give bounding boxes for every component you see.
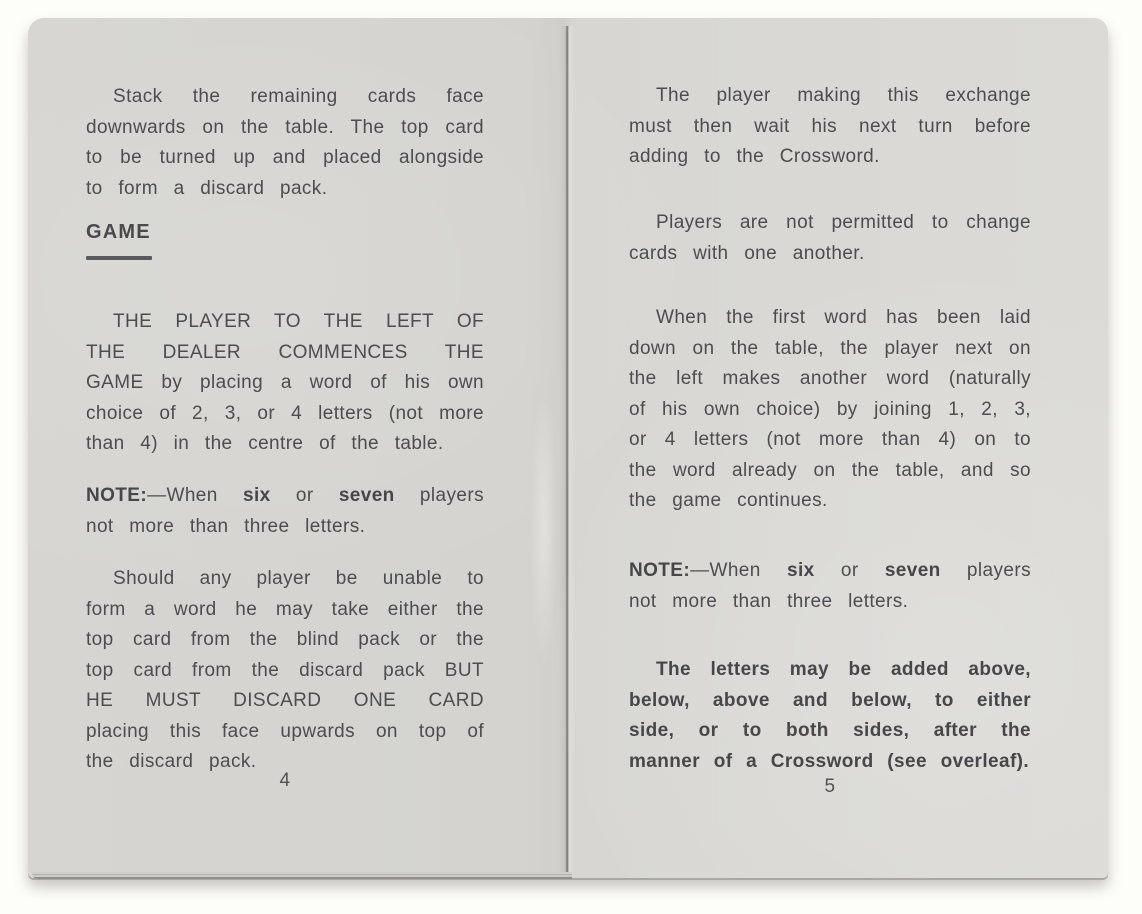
note-emphasis-six: six	[787, 560, 815, 581]
note-text: or	[814, 560, 885, 581]
booklet-scan	[28, 18, 1108, 878]
note-label: NOTE:	[629, 560, 691, 581]
note-text: players not more than three letters.	[86, 485, 484, 537]
note-emphasis-seven: seven	[884, 560, 941, 581]
paragraph-first-word-laid: When the first word has been laid down on the table, the player next on the left makes another word (naturally of his own choice) by joining 1, 2, 3, or 4 letters (not more than 4) on to the word already on the table, and so the game continues.	[629, 307, 1031, 511]
paragraph-exchange-wait: The player making this exchange must then wait his next turn before adding to the Crossword.	[629, 85, 1031, 167]
heading-underline	[86, 256, 152, 260]
paragraph-letters-added: The letters may be added above, below, above and below, to either side, or to both sides, after the manner of a Crossword (see overleaf).	[629, 659, 1031, 772]
section-heading-game: GAME	[86, 221, 151, 243]
page-number-5: 5	[824, 776, 836, 797]
paper-crease	[524, 318, 564, 738]
paragraph-stack-cards: Stack the remaining cards face downwards on the table. The top card to be turned up and placed alongside to form a discard pack.	[86, 86, 484, 199]
paragraph-not-permitted: Players are not permitted to change cards with one another.	[629, 212, 1031, 264]
note-text: or	[270, 485, 339, 506]
note-text: —When	[690, 560, 787, 581]
paragraph-unable-to-form: Should any player be unable to form a word he may take either the top card from the blind pack or the top card from the discard pack BUT HE MUST DISCARD ONE CARD placing this face upwards on top of the discard pack.	[86, 568, 484, 772]
note-emphasis-seven: seven	[338, 485, 395, 506]
note-text: players not more than three letters.	[629, 560, 1031, 612]
page-left	[86, 18, 484, 878]
note-paragraph	[86, 481, 484, 542]
note-paragraph	[629, 556, 1031, 617]
note-text: —When	[147, 485, 243, 506]
page-right	[629, 18, 1031, 878]
page-number-4: 4	[279, 770, 291, 791]
note-label: NOTE:	[86, 485, 148, 506]
note-emphasis-six: six	[243, 485, 271, 506]
paragraph-player-commences: THE PLAYER TO THE LEFT OF THE DEALER COMMENCES THE GAME by placing a word of his own choice of 2, 3, or 4 letters (not more than 4) in the centre of the table.	[86, 311, 484, 454]
